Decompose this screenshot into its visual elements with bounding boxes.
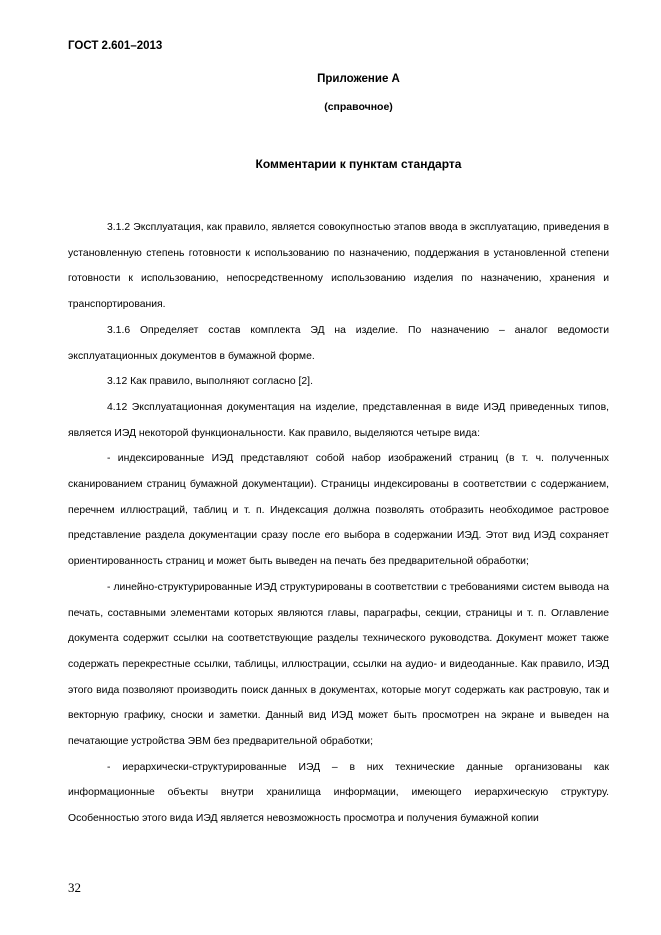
list-item: - индексированные ИЭД представляют собой набор изображений страниц (в т. ч. полученных сканированием страниц бумажной документации). Страницы индексированы в соответствии с содержанием, перечнем иллюстраций, таблиц и т. п. Индексация должна позволять отобразить необходимое растровое представление раздела документации сразу после его выбора в содержании ИЭД. Этот вид ИЭД сохраняет ориентированность страниц и может быть выведен на печать без предварительной обработки; [68,453,609,568]
appendix-title: Приложение А [317,73,400,85]
paragraph: 3.1.2 Эксплуатация, как правило, является совокупностью этапов ввода в эксплуатацию, приведения в установленную степень готовности к использованию по назначению, поддержания в установленной степени готовности к использованию, непосредственному использованию изделия по назначению, хранения и транспортирования. [68,222,609,311]
document-header: ГОСТ 2.601–2013 [68,40,163,52]
list-item: - иерархически-структурированные ИЭД – в них технические данные организованы как информационные объекты внутри хранилища информации, имеющего иерархическую структуру. Особенностью этого вида ИЭД является невозможность просмотра и получения бумажной копии [68,761,609,825]
paragraph: 4.12 Эксплуатационная документация на изделие, представленная в виде ИЭД приведенных типов, является ИЭД некоторой функциональности. Как правило, выделяются четыре вида: [68,401,609,439]
paragraph: 3.1.6 Определяет состав комплекта ЭД на изделие. По назначению – аналог ведомости эксплуатационных документов в бумажной форме. [68,324,609,362]
list-item: - линейно-структурированные ИЭД структурированы в соответствии с требованиями систем вывода на печать, составными элементами которых являются главы, параграфы, секции, страницы и т. п. Оглавление документа содержит ссылки на соответствующие разделы технического руководства. Документ может также содержать перекрестные ссылки, таблицы, иллюстрации, ссылки на аудио- и видеоданные. Как правило, ИЭД этого вида позволяют производить поиск данных в документах, которые могут содержать как растровую, так и векторную графику, сноски и заметки. Данный вид ИЭД может быть просмотрен на экране и выведен на печатающие устройства ЭВМ без предварительной обработки; [68,581,609,748]
body-text [68,215,609,832]
page-number: 32 [68,880,81,895]
section-title: Комментарии к пунктам стандарта [255,157,462,171]
appendix-subtitle: (справочное) [324,101,393,113]
paragraph: 3.12 Как правило, выполняют согласно [2]. [107,376,313,388]
